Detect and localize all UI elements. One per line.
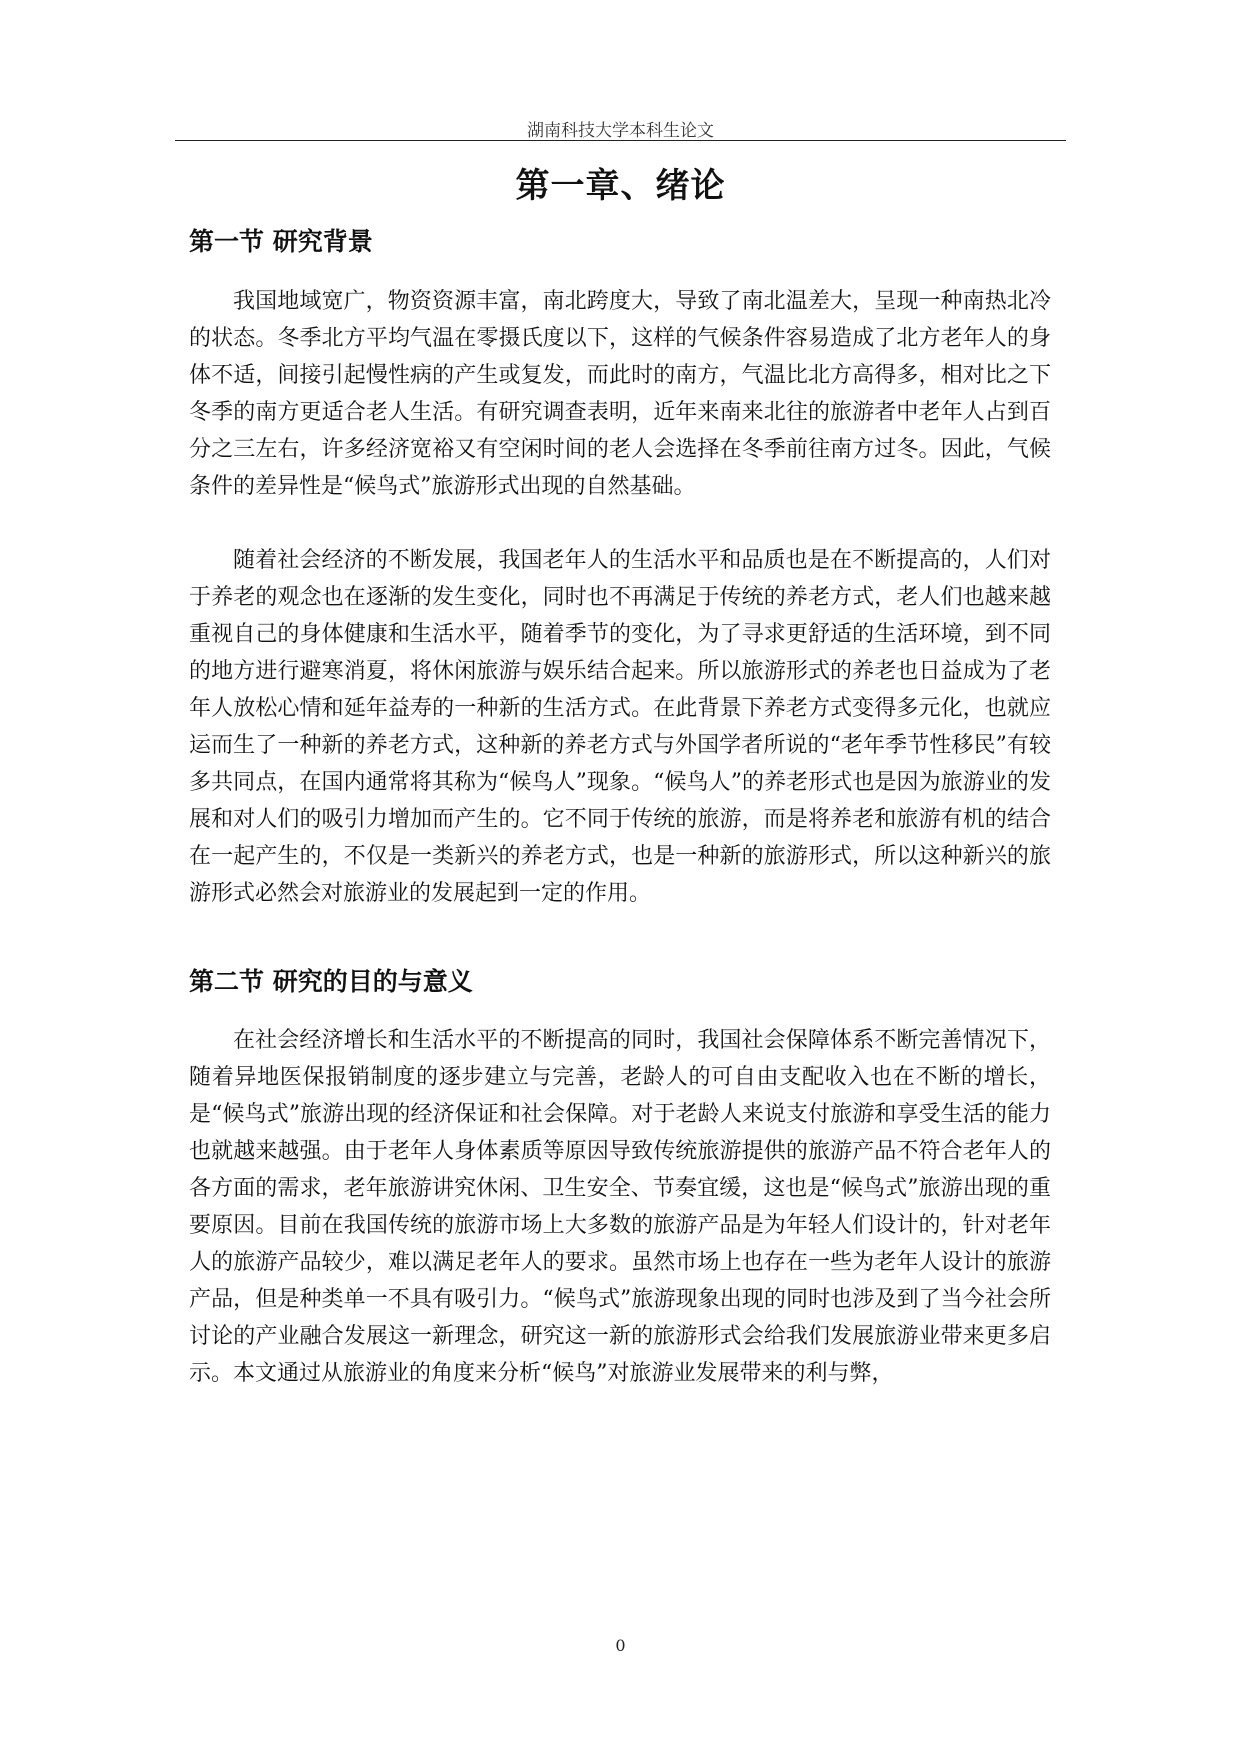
paragraph: 我国地域宽广，物资资源丰富，南北跨度大，导致了南北温差大，呈现一种南热北冷的状态。冬季北方平均气温在零摄氏度以下，这样的气候条件容易造成了北方老年人的身体不适，间接引起慢性病的产生或复发，而此时的南方，气温比北方高得多，相对比之下冬季的南方更适合老人生活。有研究调查表明，近年来南来北往的旅游者中老年人占到百分之三左右，许多经济宽裕又有空闲时间的老人会选择在冬季前往南方过冬。因此，气候条件的差异性是“候鸟式”旅游形式出现的自然基础。 (189, 289, 1051, 499)
running-header: 湖南科技大学本科生论文 (527, 121, 714, 141)
page-number: 0 (615, 1636, 626, 1655)
header-divider (175, 140, 1066, 141)
section-heading-purpose: 第二节 研究的目的与意义 (189, 967, 473, 996)
section-heading-background: 第一节 研究背景 (189, 227, 373, 256)
paragraph: 在社会经济增长和生活水平的不断提高的同时，我国社会保障体系不断完善情况下，随着异地医保报销制度的逐步建立与完善，老龄人的可自由支配收入也在不断的增长，是“候鸟式”旅游出现的经济保证和社会保障。对于老龄人来说支付旅游和享受生活的能力也就越来越强。由于老年人身体素质等原因导致传统旅游提供的旅游产品不符合老年人的各方面的需求，老年旅游讲究休闲、卫生安全、节奏宜缓，这也是“候鸟式”旅游出现的重要原因。目前在我国传统的旅游市场上大多数的旅游产品是为年轻人们设计的，针对老年人的旅游产品较少，难以满足老年人的要求。虽然市场上也存在一些为老年人设计的旅游产品，但是种类单一不具有吸引力。“候鸟式”旅游现象出现的同时也涉及到了当今社会所讨论的产业融合发展这一新理念，研究这一新的旅游形式会给我们发展旅游业带来更多启示。本文通过从旅游业的角度来分析“候鸟”对旅游业发展带来的利与弊， (189, 1028, 1051, 1386)
chapter-title: 第一章、绪论 (515, 166, 726, 206)
paragraph: 随着社会经济的不断发展，我国老年人的生活水平和品质也是在不断提高的，人们对于养老的观念也在逐渐的发生变化，同时也不再满足于传统的养老方式，老人们也越来越重视自己的身体健康和生活水平，随着季节的变化，为了寻求更舒适的生活环境，到不同的地方进行避寒消夏，将休闲旅游与娱乐结合起来。所以旅游形式的养老也日益成为了老年人放松心情和延年益寿的一种新的生活方式。在此背景下养老方式变得多元化，也就应运而生了一种新的养老方式，这种新的养老方式与外国学者所说的“老年季节性移民”有较多共同点，在国内通常将其称为“候鸟人”现象。“候鸟人”的养老形式也是因为旅游业的发展和对人们的吸引力增加而产生的。它不同于传统的旅游，而是将养老和旅游有机的结合在一起产生的，不仅是一类新兴的养老方式，也是一种新的旅游形式，所以这种新兴的旅游形式必然会对旅游业的发展起到一定的作用。 (189, 548, 1051, 906)
